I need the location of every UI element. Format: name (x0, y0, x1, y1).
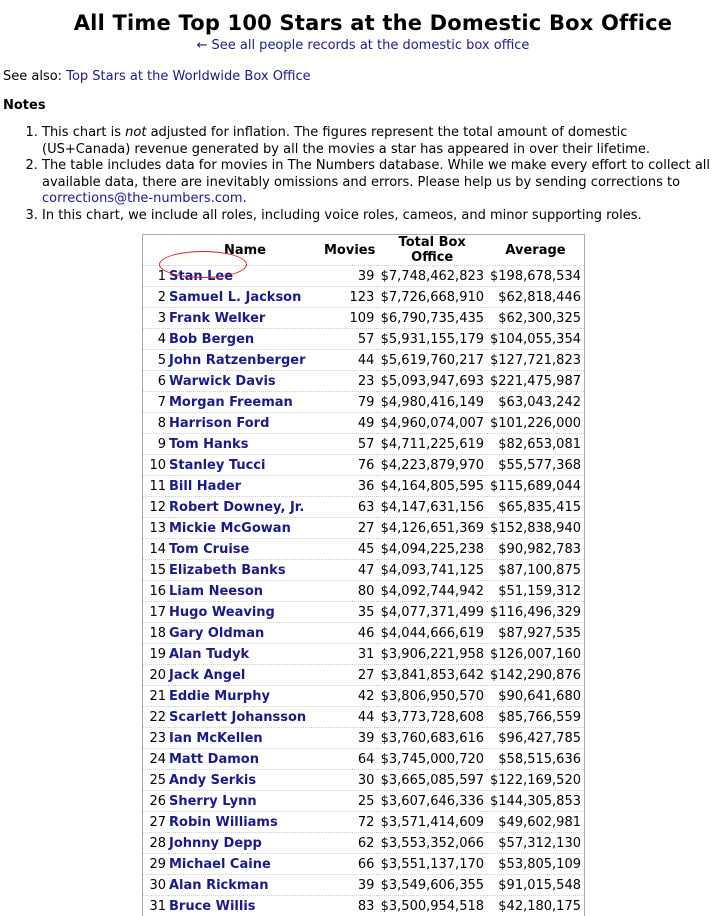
average-cell: $49,602,981 (487, 812, 584, 833)
movies-cell: 79 (322, 392, 377, 413)
people-records-anchor[interactable] (197, 38, 530, 53)
average-cell: $116,496,329 (487, 602, 584, 623)
note-2-period: . (243, 191, 247, 206)
total-header[interactable]: Total Box Office (377, 235, 487, 266)
rank-header (143, 235, 168, 266)
average-cell: $58,515,636 (487, 749, 584, 770)
name-cell (168, 707, 322, 728)
name-cell (168, 350, 322, 371)
star-name-link[interactable]: Bob Bergen (169, 332, 254, 347)
rank-cell: 7 (143, 392, 168, 413)
movies-cell: 63 (322, 497, 377, 518)
star-name-link[interactable]: Gary Oldman (169, 626, 264, 641)
movies-cell: 57 (322, 329, 377, 350)
rank-cell: 18 (143, 623, 168, 644)
table-row (143, 539, 584, 560)
star-name-link[interactable]: Bruce Willis (169, 899, 256, 914)
name-cell (168, 287, 322, 308)
rank-cell: 8 (143, 413, 168, 434)
name-header[interactable]: Name (168, 235, 322, 266)
average-cell: $63,043,242 (487, 392, 584, 413)
total-cell: $4,093,741,125 (377, 560, 487, 581)
table-row (143, 413, 584, 434)
rank-cell: 9 (143, 434, 168, 455)
notes-list (0, 125, 718, 224)
movies-cell: 25 (322, 791, 377, 812)
name-cell (168, 749, 322, 770)
name-cell (168, 686, 322, 707)
star-name-link[interactable]: Ian McKellen (169, 731, 263, 746)
rank-cell: 13 (143, 518, 168, 539)
movies-cell: 44 (322, 707, 377, 728)
average-cell: $115,689,044 (487, 476, 584, 497)
table-row (143, 896, 584, 916)
average-cell: $85,766,559 (487, 707, 584, 728)
table-row (143, 812, 584, 833)
average-cell: $126,007,160 (487, 644, 584, 665)
total-cell: $5,093,947,693 (377, 371, 487, 392)
total-cell: $3,806,950,570 (377, 686, 487, 707)
name-cell (168, 518, 322, 539)
star-name-link[interactable]: John Ratzenberger (169, 353, 306, 368)
movies-cell: 35 (322, 602, 377, 623)
rank-cell: 10 (143, 455, 168, 476)
total-cell: $3,665,085,597 (377, 770, 487, 791)
movies-cell: 57 (322, 434, 377, 455)
average-cell: $87,927,535 (487, 623, 584, 644)
rank-cell: 1 (143, 266, 168, 287)
average-cell: $42,180,175 (487, 896, 584, 916)
name-cell (168, 392, 322, 413)
average-cell: $104,055,354 (487, 329, 584, 350)
total-cell: $3,549,606,355 (377, 875, 487, 896)
rank-cell: 5 (143, 350, 168, 371)
name-cell (168, 602, 322, 623)
name-cell (168, 434, 322, 455)
name-cell (168, 308, 322, 329)
rank-cell: 17 (143, 602, 168, 623)
table-row (143, 623, 584, 644)
average-cell: $90,982,783 (487, 539, 584, 560)
total-cell: $5,931,155,179 (377, 329, 487, 350)
table-row (143, 560, 584, 581)
note-1-text-a: This chart is (42, 125, 125, 140)
average-cell: $96,427,785 (487, 728, 584, 749)
name-cell (168, 665, 322, 686)
star-name-link[interactable]: Tom Hanks (169, 437, 248, 452)
name-cell (168, 623, 322, 644)
note-3: 3. In this chart, we include all roles, including voice roles, cameos, and minor supporting roles. (42, 208, 718, 225)
page-title: All Time Top 100 Stars at the Domestic Box Office (0, 11, 718, 35)
table-row (143, 392, 584, 413)
star-name-link[interactable]: Tom Cruise (169, 542, 249, 557)
rank-cell: 19 (143, 644, 168, 665)
movies-cell: 39 (322, 266, 377, 287)
movies-cell: 36 (322, 476, 377, 497)
name-cell (168, 896, 322, 916)
name-cell (168, 266, 322, 287)
table-row (143, 287, 584, 308)
name-cell (168, 644, 322, 665)
table-row (143, 434, 584, 455)
star-name-link[interactable]: Harrison Ford (169, 416, 269, 431)
total-cell: $3,551,137,170 (377, 854, 487, 875)
table-row (143, 854, 584, 875)
rank-cell: 14 (143, 539, 168, 560)
total-cell: $3,773,728,608 (377, 707, 487, 728)
name-cell (168, 476, 322, 497)
table-row (143, 707, 584, 728)
table-row (143, 476, 584, 497)
star-name-link[interactable]: Warwick Davis (169, 374, 276, 389)
movies-cell: 49 (322, 413, 377, 434)
name-cell (168, 875, 322, 896)
star-name-link[interactable]: Stanley Tucci (169, 458, 265, 473)
note-1-text-b: adjusted for inflation. The figures represent the total amount of domestic (US+Canada) revenue generated by all the movies a star has appeared in over their lifetime. (42, 125, 650, 157)
table-row (143, 791, 584, 812)
name-cell (168, 413, 322, 434)
table-row (143, 602, 584, 623)
star-name-link[interactable]: Bill Hader (169, 479, 241, 494)
name-cell (168, 497, 322, 518)
total-cell: $4,960,074,007 (377, 413, 487, 434)
name-cell (168, 455, 322, 476)
star-name-link[interactable]: Alan Rickman (169, 878, 268, 893)
total-cell: $3,500,954,518 (377, 896, 487, 916)
table-row (143, 518, 584, 539)
star-name-link[interactable]: Jack Angel (169, 668, 245, 683)
movies-cell: 44 (322, 350, 377, 371)
note-2 (42, 158, 718, 208)
total-cell: $3,841,853,642 (377, 665, 487, 686)
left-arrow-icon: ← (197, 38, 208, 53)
total-cell: $4,126,651,369 (377, 518, 487, 539)
note-2-text: The table includes data for movies in The Numbers database. While we make every effort to collect all available data, there are inevitably omissions and errors. Please help us by sending corrections to (42, 158, 710, 190)
table-row (143, 497, 584, 518)
average-cell: $55,577,368 (487, 455, 584, 476)
rank-cell: 21 (143, 686, 168, 707)
total-cell: $4,044,666,619 (377, 623, 487, 644)
movies-cell: 46 (322, 623, 377, 644)
rank-cell: 30 (143, 875, 168, 896)
table-row (143, 686, 584, 707)
table-row (143, 833, 584, 854)
movies-cell: 45 (322, 539, 377, 560)
name-cell (168, 560, 322, 581)
movies-cell: 39 (322, 728, 377, 749)
total-cell: $3,745,000,720 (377, 749, 487, 770)
star-name-link[interactable]: Michael Caine (169, 857, 271, 872)
table-row (143, 329, 584, 350)
total-cell: $7,726,668,910 (377, 287, 487, 308)
total-cell: $7,748,462,823 (377, 266, 487, 287)
star-name-link[interactable]: Sherry Lynn (169, 794, 257, 809)
name-cell (168, 854, 322, 875)
total-cell: $4,092,744,942 (377, 581, 487, 602)
rank-cell: 11 (143, 476, 168, 497)
name-cell (168, 728, 322, 749)
people-records-label: See all people records at the domestic box office (211, 38, 529, 53)
total-cell: $3,553,352,066 (377, 833, 487, 854)
name-cell (168, 833, 322, 854)
rank-cell: 25 (143, 770, 168, 791)
star-name-link[interactable]: Samuel L. Jackson (169, 290, 301, 305)
stars-table-container (142, 234, 585, 916)
movies-cell: 47 (322, 560, 377, 581)
average-cell: $62,818,446 (487, 287, 584, 308)
total-cell: $4,223,879,970 (377, 455, 487, 476)
name-cell (168, 791, 322, 812)
name-cell (168, 371, 322, 392)
name-cell (168, 539, 322, 560)
note-1 (42, 125, 718, 158)
average-cell: $82,653,081 (487, 434, 584, 455)
table-body (143, 266, 584, 916)
total-cell: $3,571,414,609 (377, 812, 487, 833)
movies-cell: 109 (322, 308, 377, 329)
star-name-link[interactable]: Scarlett Johansson (169, 710, 306, 725)
star-name-link[interactable]: Alan Tudyk (169, 647, 249, 662)
star-name-link[interactable]: Mickie McGowan (169, 521, 291, 536)
table-row (143, 875, 584, 896)
total-cell: $3,760,683,616 (377, 728, 487, 749)
table-header-row (143, 235, 584, 266)
movies-cell: 76 (322, 455, 377, 476)
movies-cell: 72 (322, 812, 377, 833)
rank-cell: 2 (143, 287, 168, 308)
average-cell: $87,100,875 (487, 560, 584, 581)
see-also (3, 69, 311, 84)
star-name-link[interactable]: Robert Downey, Jr. (169, 500, 304, 515)
movies-cell: 31 (322, 644, 377, 665)
star-name-link[interactable]: Andy Serkis (169, 773, 256, 788)
rank-cell: 26 (143, 791, 168, 812)
total-cell: $5,619,760,217 (377, 350, 487, 371)
name-cell (168, 812, 322, 833)
total-cell: $4,980,416,149 (377, 392, 487, 413)
table-row (143, 350, 584, 371)
average-cell: $152,838,940 (487, 518, 584, 539)
table-row (143, 581, 584, 602)
movies-cell: 39 (322, 875, 377, 896)
total-cell: $4,164,805,595 (377, 476, 487, 497)
movies-cell: 23 (322, 371, 377, 392)
total-cell: $3,607,646,336 (377, 791, 487, 812)
average-header[interactable]: Average (487, 235, 584, 266)
rank-cell: 28 (143, 833, 168, 854)
average-cell: $91,015,548 (487, 875, 584, 896)
movies-cell: 30 (322, 770, 377, 791)
movies-cell: 42 (322, 686, 377, 707)
rank-cell: 20 (143, 665, 168, 686)
star-name-link[interactable]: Morgan Freeman (169, 395, 293, 410)
movies-cell: 83 (322, 896, 377, 916)
rank-cell: 24 (143, 749, 168, 770)
average-cell: $90,641,680 (487, 686, 584, 707)
rank-cell: 23 (143, 728, 168, 749)
table-row (143, 644, 584, 665)
table-row (143, 749, 584, 770)
average-cell: $62,300,325 (487, 308, 584, 329)
rank-cell: 3 (143, 308, 168, 329)
star-name-link[interactable]: Matt Damon (169, 752, 259, 767)
rank-cell: 29 (143, 854, 168, 875)
table-row (143, 665, 584, 686)
table-row (143, 770, 584, 791)
average-cell: $221,475,987 (487, 371, 584, 392)
table-row (143, 371, 584, 392)
movies-cell: 27 (322, 518, 377, 539)
note-1-emphasis: not (125, 125, 146, 140)
rank-cell: 27 (143, 812, 168, 833)
total-cell: $4,711,225,619 (377, 434, 487, 455)
average-cell: $57,312,130 (487, 833, 584, 854)
star-name-link[interactable]: Liam Neeson (169, 584, 263, 599)
star-name-link[interactable]: Frank Welker (169, 311, 265, 326)
average-cell: $53,805,109 (487, 854, 584, 875)
table-row (143, 455, 584, 476)
total-cell: $4,077,371,499 (377, 602, 487, 623)
star-name-link[interactable]: Robin Williams (169, 815, 278, 830)
rank-cell: 22 (143, 707, 168, 728)
rank-cell: 6 (143, 371, 168, 392)
average-cell: $198,678,534 (487, 266, 584, 287)
name-cell (168, 329, 322, 350)
star-name-link[interactable]: Elizabeth Banks (169, 563, 286, 578)
movies-cell: 66 (322, 854, 377, 875)
table-row (143, 728, 584, 749)
movies-cell: 123 (322, 287, 377, 308)
corrections-email-link[interactable]: corrections@the-numbers.com (42, 191, 243, 206)
total-cell: $4,094,225,238 (377, 539, 487, 560)
movies-header[interactable]: Movies (322, 235, 377, 266)
movies-cell: 80 (322, 581, 377, 602)
rank-cell: 12 (143, 497, 168, 518)
star-name-link[interactable]: Johnny Depp (169, 836, 262, 851)
worldwide-stars-link[interactable]: Top Stars at the Worldwide Box Office (66, 69, 310, 84)
name-cell (168, 770, 322, 791)
rank-cell: 31 (143, 896, 168, 916)
people-records-link[interactable] (0, 38, 718, 53)
name-cell (168, 581, 322, 602)
average-cell: $101,226,000 (487, 413, 584, 434)
average-cell: $142,290,876 (487, 665, 584, 686)
average-cell: $51,159,312 (487, 581, 584, 602)
rank-cell: 4 (143, 329, 168, 350)
stars-table (143, 235, 584, 916)
star-name-link[interactable]: Eddie Murphy (169, 689, 270, 704)
table-row (143, 266, 584, 287)
notes-heading: Notes (3, 98, 46, 113)
star-name-link[interactable]: Stan Lee (169, 269, 233, 284)
average-cell: $65,835,415 (487, 497, 584, 518)
see-also-label: See also: (3, 69, 62, 84)
movies-cell: 64 (322, 749, 377, 770)
average-cell: $127,721,823 (487, 350, 584, 371)
total-cell: $4,147,631,156 (377, 497, 487, 518)
rank-cell: 16 (143, 581, 168, 602)
rank-cell: 15 (143, 560, 168, 581)
average-cell: $144,305,853 (487, 791, 584, 812)
star-name-link[interactable]: Hugo Weaving (169, 605, 275, 620)
average-cell: $122,169,520 (487, 770, 584, 791)
movies-cell: 62 (322, 833, 377, 854)
movies-cell: 27 (322, 665, 377, 686)
total-cell: $3,906,221,958 (377, 644, 487, 665)
total-cell: $6,790,735,435 (377, 308, 487, 329)
table-row (143, 308, 584, 329)
